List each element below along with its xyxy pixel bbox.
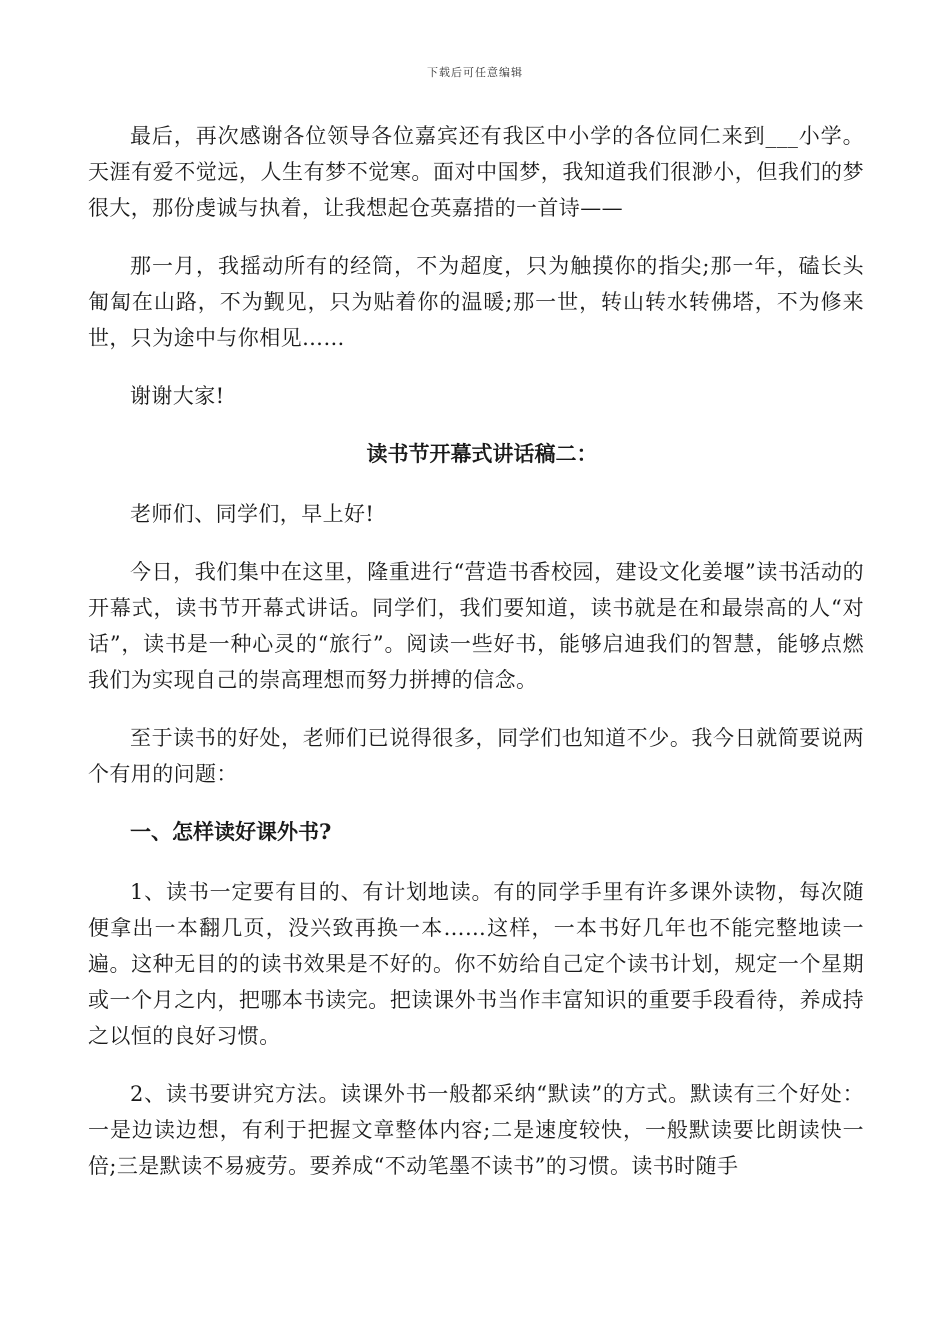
paragraph-point-two: 2、读书要讲究方法。读课外书一般都采纳“默读”的方式。默读有三个好处：一是边读边想，有利于把握文章整体内容;二是速度较快，一般默读要比朗读快一倍;三是默读不易疲劳。要养成“不动笔墨不读书”的习惯。读书时随手: [88, 1082, 864, 1178]
section-heading: 一、怎样读好课外书?: [130, 819, 332, 844]
paragraph-intro-topics: 至于读书的好处，老师们已说得很多，同学们也知道不少。我今日就简要说两个有用的问题：: [88, 726, 864, 786]
paragraph-poem: 那一月，我摇动所有的经筒，不为超度，只为触摸你的指尖;那一年，磕长头匍匐在山路，不为觐见，只为贴着你的温暖;那一世，转山转水转佛塔，不为修来世，只为途中与你相见……: [88, 254, 864, 350]
paragraph-greeting: 老师们、同学们，早上好!: [130, 502, 375, 526]
paragraph-closing-thanks: 最后，再次感谢各位领导各位嘉宾还有我区中小学的各位同仁来到___小学。天涯有爱不觉远，人生有梦不觉寒。面对中国梦，我知道我们很渺小，但我们的梦很大，那份虔诚与执着，让我想起仓英嘉措的一首诗——: [88, 124, 864, 220]
paragraph-thank-you: 谢谢大家!: [130, 384, 225, 408]
paragraph-point-one: 1、读书一定要有目的、有计划地读。有的同学手里有许多课外读物，每次随便拿出一本翻几页，没兴致再换一本……这样，一本书好几年也不能完整地读一遍。这种无目的的读书效果是不好的。你不妨给自己定个读书计划，规定一个星期或一个月之内，把哪本书读完。把读课外书当作丰富知识的重要手段看待，养成持之以恒的良好习惯。: [88, 880, 864, 1048]
paragraph-opening: 今日，我们集中在这里，隆重进行“营造书香校园，建设文化姜堰”读书活动的 开幕式，读书节开幕式讲话。同学们，我们要知道，读书就是在和最崇高的人“对话”，读书是一种心灵的“旅行”。阅读一些好书，能够启迪我们的智慧，能够点燃我们为实现自己的崇高理想而努力拼搏的信念。: [88, 560, 864, 692]
page-header-note: 下载后可任意编辑: [427, 66, 523, 79]
speech-title: 读书节开幕式讲话稿二：: [366, 441, 598, 466]
document-body: [88, 118, 864, 1206]
